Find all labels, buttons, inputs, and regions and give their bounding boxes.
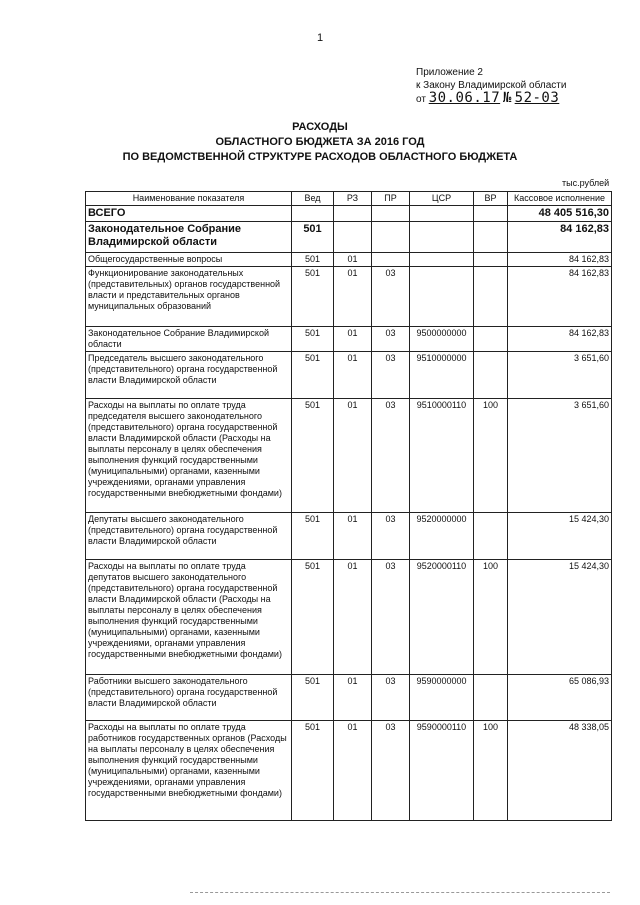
cell-csr: 9510000000 xyxy=(410,352,474,399)
number-prefix: № xyxy=(502,90,512,106)
title-line3: ПО ВЕДОМСТВЕННОЙ СТРУКТУРЕ РАСХОДОВ ОБЛАСТНОГО БЮДЖЕТА xyxy=(122,151,518,163)
cell-ved: 501 xyxy=(292,352,334,399)
cell-rz: 01 xyxy=(334,253,372,267)
table-row xyxy=(86,267,612,327)
cell-csr: 9590000000 xyxy=(410,675,474,721)
cell-name: Расходы на выплаты по оплате труда депутатов высшего законодательного (представительного) органа государственной власти Владимирской области (Расходы на выплаты персоналу в целях обеспечения выполнения функций государственными (муниципальными) органами, казенными учреждениями, органами управления государственными внебюджетными фондами) xyxy=(86,560,292,675)
cell-vr xyxy=(474,206,508,222)
cell-vr xyxy=(474,352,508,399)
cell-csr: 9510000110 xyxy=(410,399,474,513)
cell-rz xyxy=(334,222,372,253)
cell-amount: 15 424,30 xyxy=(508,513,612,560)
cell-csr: 9520000110 xyxy=(410,560,474,675)
cell-amount: 48 338,05 xyxy=(508,721,612,821)
header-pr: ПР xyxy=(372,192,410,206)
cell-amount: 3 651,60 xyxy=(508,399,612,513)
cell-csr xyxy=(410,222,474,253)
table-row xyxy=(86,222,612,253)
table-row xyxy=(86,327,612,352)
cell-rz: 01 xyxy=(334,675,372,721)
cell-vr: 100 xyxy=(474,399,508,513)
cell-ved: 501 xyxy=(292,399,334,513)
cell-ved: 501 xyxy=(292,267,334,327)
header-amount: Кассовое исполнение xyxy=(508,192,612,206)
table-row xyxy=(86,399,612,513)
cell-name: Законодательное Собрание Владимирской области xyxy=(86,222,292,253)
cell-amount: 3 651,60 xyxy=(508,352,612,399)
cell-amount: 65 086,93 xyxy=(508,675,612,721)
cell-rz: 01 xyxy=(334,721,372,821)
document-title xyxy=(0,120,640,165)
cell-vr: 100 xyxy=(474,560,508,675)
cell-csr: 9520000000 xyxy=(410,513,474,560)
page-number: 1 xyxy=(316,32,324,44)
cell-rz: 01 xyxy=(334,513,372,560)
cell-ved xyxy=(292,206,334,222)
cell-amount: 84 162,83 xyxy=(508,327,612,352)
appendix-date-line xyxy=(416,92,566,106)
cell-csr: 9590000110 xyxy=(410,721,474,821)
cell-csr: 9500000000 xyxy=(410,327,474,352)
header-rz: РЗ xyxy=(334,192,372,206)
cell-csr xyxy=(410,267,474,327)
law-number: 52-03 xyxy=(514,90,560,106)
cell-amount: 48 405 516,30 xyxy=(508,206,612,222)
budget-table xyxy=(85,191,612,821)
cell-name: Председатель высшего законодательного (представительного) органа государственной власти Владимирской области xyxy=(86,352,292,399)
cell-ved: 501 xyxy=(292,327,334,352)
cell-csr xyxy=(410,253,474,267)
header-vr: ВР xyxy=(474,192,508,206)
cell-pr: 03 xyxy=(372,327,410,352)
cell-vr xyxy=(474,222,508,253)
cell-ved: 501 xyxy=(292,560,334,675)
cell-pr: 03 xyxy=(372,721,410,821)
appendix-line2: к Закону Владимирской области xyxy=(416,80,567,91)
cell-rz xyxy=(334,206,372,222)
cell-name: Общегосударственные вопросы xyxy=(86,253,292,267)
cell-pr: 03 xyxy=(372,560,410,675)
appendix-block xyxy=(416,66,566,106)
cell-pr: 03 xyxy=(372,352,410,399)
cell-csr xyxy=(410,206,474,222)
cell-vr xyxy=(474,327,508,352)
cell-ved: 501 xyxy=(292,253,334,267)
title-line2: ОБЛАСТНОГО БЮДЖЕТА ЗА 2016 ГОД xyxy=(215,136,425,148)
table-header-row xyxy=(86,192,612,206)
table-row xyxy=(86,513,612,560)
table-row xyxy=(86,206,612,222)
cell-ved: 501 xyxy=(292,222,334,253)
cell-rz: 01 xyxy=(334,267,372,327)
cell-ved: 501 xyxy=(292,675,334,721)
cell-vr: 100 xyxy=(474,721,508,821)
cell-ved: 501 xyxy=(292,513,334,560)
cell-pr: 03 xyxy=(372,675,410,721)
cell-vr xyxy=(474,267,508,327)
cell-name: Расходы на выплаты по оплате труда работников государственных органов (Расходы на выплаты персоналу в целях обеспечения выполнения функций государственными (муниципальными) органами, казенными учреждениями, органами управления государственными внебюджетными фондами) xyxy=(86,721,292,821)
cell-name: ВСЕГО xyxy=(86,206,292,222)
header-csr: ЦСР xyxy=(410,192,474,206)
cell-amount: 84 162,83 xyxy=(508,253,612,267)
cell-name: Функционирование законодательных (представительных) органов государственной власти и представительных органов муниципальных образований xyxy=(86,267,292,327)
table-row xyxy=(86,721,612,821)
cell-vr xyxy=(474,253,508,267)
date-prefix: от xyxy=(416,94,426,105)
cell-name: Депутаты высшего законодательного (представительного) органа государственной власти Владимирской области xyxy=(86,513,292,560)
cell-pr: 03 xyxy=(372,399,410,513)
table-row xyxy=(86,675,612,721)
cell-amount: 15 424,30 xyxy=(508,560,612,675)
cell-rz: 01 xyxy=(334,560,372,675)
cell-name: Расходы на выплаты по оплате труда председателя высшего законодательного (представительного) органа государственной власти Владимирской области (Расходы на выплаты персоналу в целях обеспечения выполнения функций государственными (муниципальными) органами, казенными учреждениями, органами управления государственными внебюджетными фондами) xyxy=(86,399,292,513)
cell-pr: 03 xyxy=(372,513,410,560)
table-row xyxy=(86,253,612,267)
cell-pr: 03 xyxy=(372,267,410,327)
title-line1: РАСХОДЫ xyxy=(292,121,348,133)
cell-amount: 84 162,83 xyxy=(508,267,612,327)
cell-name: Работники высшего законодательного (представительного) органа государственной власти Владимирской области xyxy=(86,675,292,721)
cell-vr xyxy=(474,675,508,721)
header-ved: Вед xyxy=(292,192,334,206)
cell-ved: 501 xyxy=(292,721,334,821)
cell-pr xyxy=(372,206,410,222)
page-bottom-divider xyxy=(190,892,610,893)
units-label: тыс.рублей xyxy=(562,178,610,188)
table-row xyxy=(86,560,612,675)
appendix-line1: Приложение 2 xyxy=(416,67,483,78)
cell-rz: 01 xyxy=(334,399,372,513)
cell-rz: 01 xyxy=(334,352,372,399)
header-name: Наименование показателя xyxy=(86,192,292,206)
cell-amount: 84 162,83 xyxy=(508,222,612,253)
cell-pr xyxy=(372,222,410,253)
law-date: 30.06.17 xyxy=(428,90,501,106)
cell-rz: 01 xyxy=(334,327,372,352)
cell-pr xyxy=(372,253,410,267)
cell-vr xyxy=(474,513,508,560)
cell-name: Законодательное Собрание Владимирской области xyxy=(86,327,292,352)
table-row xyxy=(86,352,612,399)
